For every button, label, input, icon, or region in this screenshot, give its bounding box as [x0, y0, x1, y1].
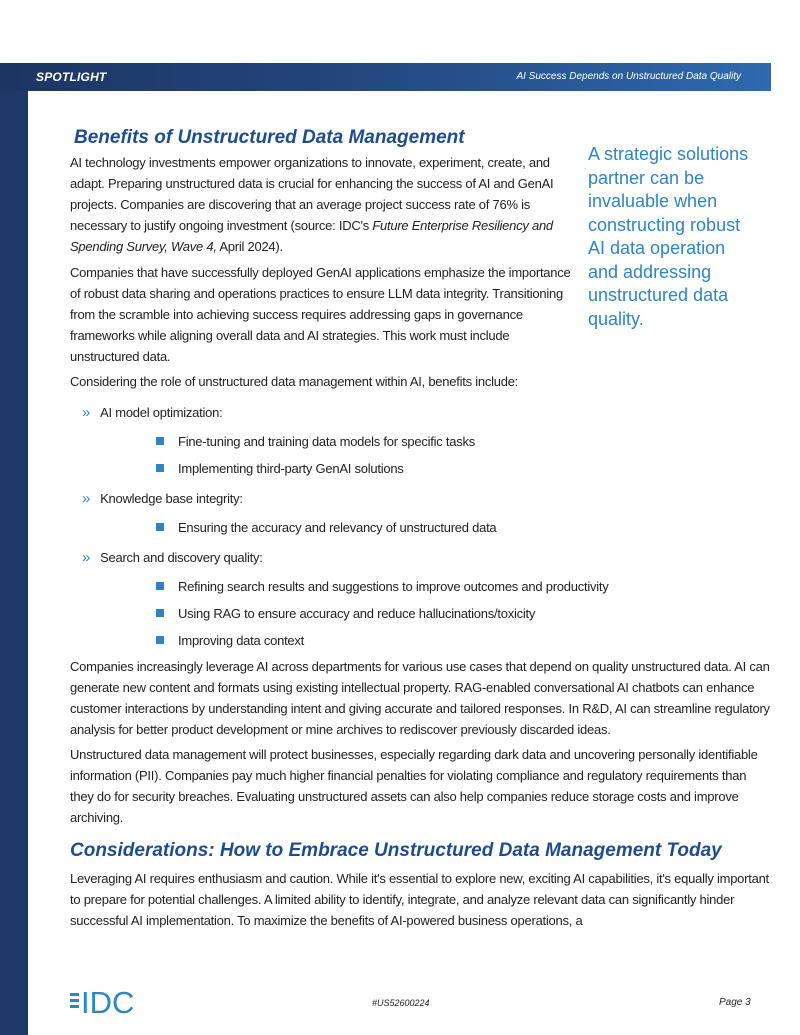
sub-bullet-item: Implementing third-party GenAI solutions: [156, 461, 404, 476]
bullet-knowledge-base-integrity: » Knowledge base integrity:: [82, 490, 243, 507]
square-bullet-icon: [156, 437, 164, 445]
header-spotlight-label: SPOTLIGHT: [36, 70, 107, 84]
paragraph-genai-deployment: Companies that have successfully deployed GenAI applications emphasize the importance of robust data sharing and operations practices to ensure LLM data integrity. Transitioning from the scramble into achieving success requires addressing gaps in governance frameworks while aligning overall data and AI strategies. This work must include unstructured data.: [70, 265, 571, 364]
paragraph-benefits-lead: Considering the role of unstructured data management within AI, benefits include:: [70, 374, 519, 389]
sub-bullet-item: Improving data context: [156, 633, 304, 648]
survey-source-title: Future Enterprise Resiliency and Spending Survey, Wave 4,: [70, 218, 553, 254]
header-band: [0, 63, 771, 91]
sub-bullet-item: Ensuring the accuracy and relevancy of unstructured data: [156, 520, 496, 535]
square-bullet-icon: [156, 636, 164, 644]
section-heading-benefits: Benefits of Unstructured Data Management: [74, 127, 465, 148]
sub-bullet-item: Using RAG to ensure accuracy and reduce hallucinations/toxicity: [156, 606, 535, 621]
paragraph-intro: AI technology investments empower organizations to innovate, experiment, create, and adapt. Preparing unstructured data is crucial for enhancing the success of AI and GenAI projects. Companies are discovering that an average project success rate of 76% is necessary to justify ongoing investment (source: IDC's Future Enterprise Resiliency and Spending Survey, Wave 4, April 2024).: [70, 155, 554, 254]
paragraph-considerations: Leveraging AI requires enthusiasm and caution. While it's essential to explore new, exciting AI capabilities, it's equally important to prepare for potential challenges. A limited ability to identify, integrate, and analyze relevant data can significantly hinder successful AI implementation. To maximize the benefits of AI-powered business operations, a: [70, 871, 769, 928]
paragraph-dark-data: Unstructured data management will protect businesses, especially regarding dark data and uncovering personally identifiable information (PII). Companies pay much higher financial penalties for violating compliance and regulatory requirements than they do for security breaches. Evaluating unstructured assets can also help companies reduce storage costs and improve archiving.: [70, 747, 758, 825]
left-margin-bar: [0, 63, 28, 1035]
square-bullet-icon: [156, 582, 164, 590]
idc-logo-mark: [70, 987, 162, 1017]
bullet-search-discovery-quality: » Search and discovery quality:: [82, 549, 263, 566]
page-number: Page 3: [719, 997, 751, 1008]
sub-bullet-item: Fine-tuning and training data models for specific tasks: [156, 434, 475, 449]
square-bullet-icon: [156, 609, 164, 617]
square-bullet-icon: [156, 464, 164, 472]
pull-quote: A strategic solutions partner can be invaluable when constructing robust AI data operation and addressing unstructured data quality.: [588, 144, 749, 329]
paragraph-use-cases: Companies increasingly leverage AI across departments for various use cases that depend on quality unstructured data. AI can generate new content and formats using existing intellectual property. RAG-enabled conversational AI chatbots can enhance customer interactions by understanding intent and giving accurate and tailored responses. In R&D, AI can streamline regulatory analysis for better product development or mine archives to rediscover previously discarded ideas.: [70, 659, 770, 737]
section-heading-considerations: Considerations: How to Embrace Unstructured Data Management Today: [70, 840, 722, 861]
bullet-ai-model-optimization: » AI model optimization:: [82, 404, 223, 421]
header-running-title: AI Success Depends on Unstructured Data Quality: [516, 71, 741, 82]
square-bullet-icon: [156, 523, 164, 531]
idc-logo: [70, 987, 162, 1022]
chevron-bullet-icon: »: [82, 490, 91, 507]
document-number: #US52600224: [372, 998, 430, 1008]
logo-text: IDC: [81, 987, 135, 1017]
chevron-bullet-icon: »: [82, 549, 91, 566]
sub-bullet-item: Refining search results and suggestions to improve outcomes and productivity: [156, 579, 608, 594]
chevron-bullet-icon: »: [82, 404, 91, 421]
